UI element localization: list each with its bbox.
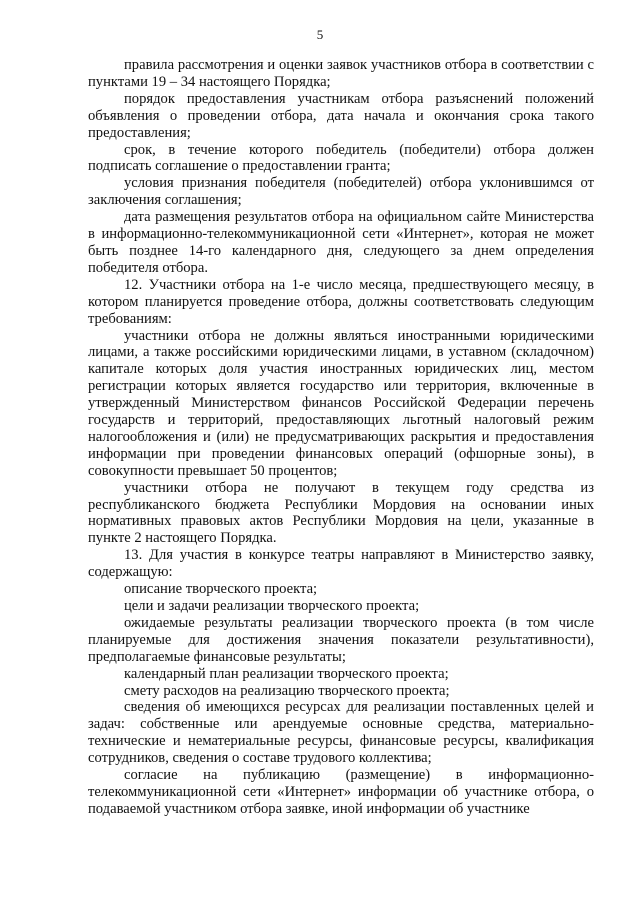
paragraph: цели и задачи реализации творческого проекта; [124, 598, 420, 614]
paragraph: участники отбора не получают в текущем году средства из республиканского бюджета Республики Мордовия на основании иных нормативных правовых актов Республики Мордовия на цели, указанные в пункте 2 настоящего Порядка. [88, 479, 594, 547]
paragraph: участники отбора не должны являться иностранными юридическими лицами, а также российскими юридическими лицами, в уставном (складочном) капитале которых доля участия иностранных юридических лиц, местом регистрации которых является государство или территория, включенные в утвержденный Министерством финансов Российской Федерации перечень государств и территорий, предоставляющих льготный налоговый режим налогообложения и (или) не предусматривающих раскрытия и предоставления информации при проведении финансовых операций (офшорные зоны), в совокупности превышает 50 процентов; [88, 327, 594, 479]
page-number: 5 [316, 27, 324, 42]
paragraph: ожидаемые результаты реализации творческого проекта (в том числе планируемые для достижения значения показатели результативности), предполагаемые финансовые результаты; [88, 614, 594, 665]
paragraph: согласие на публикацию (размещение) в информационно-телекоммуникационной сети «Интернет» информации об участнике отбора, о подаваемой участником отбора заявке, иной информации об участнике [88, 767, 594, 817]
paragraph: сведения об имеющихся ресурсах для реализации поставленных целей и задач: собственные или арендуемые основные средства, материально-технические и нематериальные ресурсы, финансовые ресурсы, квалификация сотрудников, сведения о составе трудового коллектива; [88, 699, 594, 767]
paragraph: дата размещения результатов отбора на официальном сайте Министерства в информационно-телекоммуникационной сети «Интернет», которая не может быть позднее 14-го календарного дня, следующего за днем определения победителя отбора. [88, 209, 594, 276]
paragraph: 12. Участники отбора на 1-е число месяца, предшествующего месяцу, в котором планируется проведение отбора, должны соответствовать следующим требованиям: [88, 276, 594, 327]
document-body [88, 57, 594, 818]
paragraph: описание творческого проекта; [124, 581, 318, 598]
paragraph: порядок предоставления участникам отбора разъяснений положений объявления о проведении отбора, дата начала и окончания срока такого предоставления; [88, 90, 594, 141]
paragraph: смету расходов на реализацию творческого проекта; [124, 682, 450, 699]
paragraph: 13. Для участия в конкурсе театры направляют в Министерство заявку, содержащую: [88, 547, 594, 581]
paragraph: правила рассмотрения и оценки заявок участников отбора в соответствии с пунктами 19 – 34 настоящего Порядка; [88, 57, 594, 90]
paragraph: календарный план реализации творческого проекта; [124, 665, 449, 682]
paragraph: срок, в течение которого победитель (победители) отбора должен подписать соглашение о предоставлении гранта; [88, 141, 594, 175]
paragraph: условия признания победителя (победителей) отбора уклонившимся от заключения соглашения; [88, 175, 594, 209]
